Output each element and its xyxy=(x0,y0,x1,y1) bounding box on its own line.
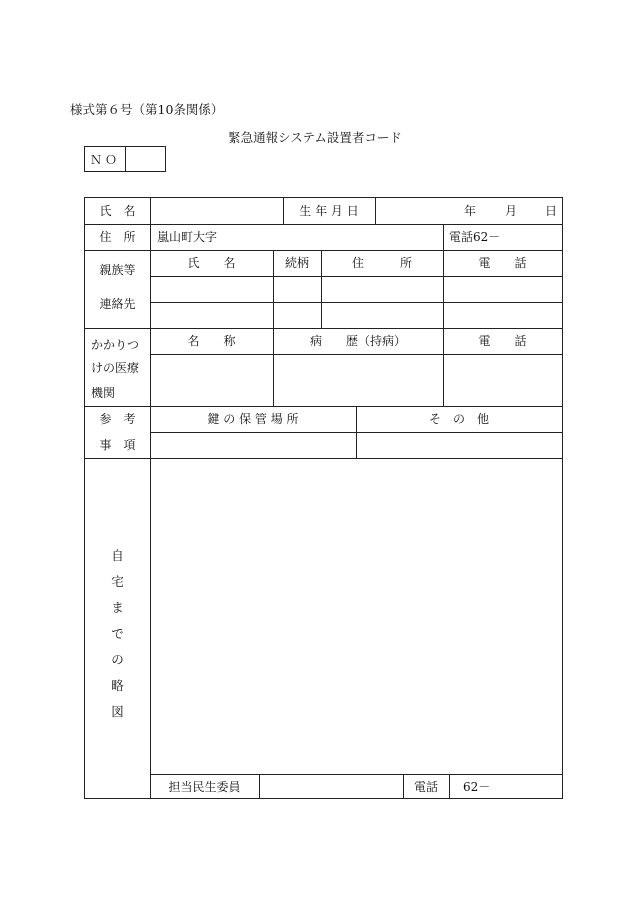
form-title: 緊急通報システム設置者コード xyxy=(228,130,402,145)
no-box xyxy=(84,146,166,172)
map-label-char: 略 xyxy=(111,678,124,693)
relatives-label-line2: 連絡先 xyxy=(99,297,136,311)
notes-label-line2: 事 項 xyxy=(99,438,136,452)
address-label: 住 所 xyxy=(99,230,136,244)
registration-form-table xyxy=(84,197,563,799)
birthdate-month-label: 月 xyxy=(505,204,518,218)
map-label-char: 自 xyxy=(111,548,124,563)
name-label: 氏 名 xyxy=(99,204,136,218)
relatives-col-address: 住 所 xyxy=(351,256,412,270)
notes-col-key: 鍵 の 保 管 場 所 xyxy=(207,412,299,426)
col-divider xyxy=(449,774,450,798)
notes-col-other: そ の 他 xyxy=(428,412,489,426)
map-label-char: 図 xyxy=(111,704,124,719)
commissioner-phone-label: 電話 xyxy=(413,780,438,794)
relatives-label-line1: 親族等 xyxy=(99,263,136,277)
row-divider xyxy=(150,276,562,277)
relatives-col-relation: 続柄 xyxy=(284,256,309,270)
commissioner-label: 担当民生委員 xyxy=(168,780,241,794)
medical-col-history: 病 歴（持病） xyxy=(309,334,406,348)
map-label-char: ま xyxy=(111,600,124,615)
address-field[interactable]: 嵐山町大字 xyxy=(157,230,218,244)
commissioner-phone-field[interactable]: 62－ xyxy=(463,780,491,794)
no-field[interactable] xyxy=(126,147,165,171)
row-divider xyxy=(85,406,562,407)
row-divider xyxy=(150,354,562,355)
notes-label-line1: 参 考 xyxy=(99,412,136,426)
medical-label-line2: けの医療 xyxy=(91,361,140,375)
medical-label-line1: かかりつ xyxy=(91,338,140,352)
form-number: 様式第６号（第10条関係） xyxy=(70,102,224,117)
row-divider xyxy=(85,224,562,225)
map-label-char: で xyxy=(111,626,124,641)
relatives-col-phone: 電 話 xyxy=(478,256,527,270)
relatives-col-name: 氏 名 xyxy=(187,256,236,270)
no-label: ＮＯ xyxy=(85,147,126,171)
medical-col-name: 名 称 xyxy=(187,334,236,348)
birthdate-label: 生 年 月 日 xyxy=(299,204,359,218)
map-label xyxy=(85,543,150,725)
commissioner-field[interactable] xyxy=(260,775,403,797)
map-drawing-area[interactable] xyxy=(151,459,562,773)
name-field[interactable] xyxy=(151,199,282,223)
row-divider xyxy=(150,302,562,303)
row-divider xyxy=(85,250,562,251)
birthdate-year-label: 年 xyxy=(464,204,477,218)
map-label-char: 宅 xyxy=(111,574,124,589)
col-divider xyxy=(443,224,444,328)
medical-col-phone: 電 話 xyxy=(478,334,527,348)
map-label-char: の xyxy=(111,652,124,667)
medical-label-line3: 機関 xyxy=(91,386,116,400)
row-divider xyxy=(85,328,562,329)
col-divider xyxy=(375,198,376,224)
birthdate-day-label: 日 xyxy=(545,204,558,218)
phone-field[interactable]: 電話62－ xyxy=(449,230,501,244)
